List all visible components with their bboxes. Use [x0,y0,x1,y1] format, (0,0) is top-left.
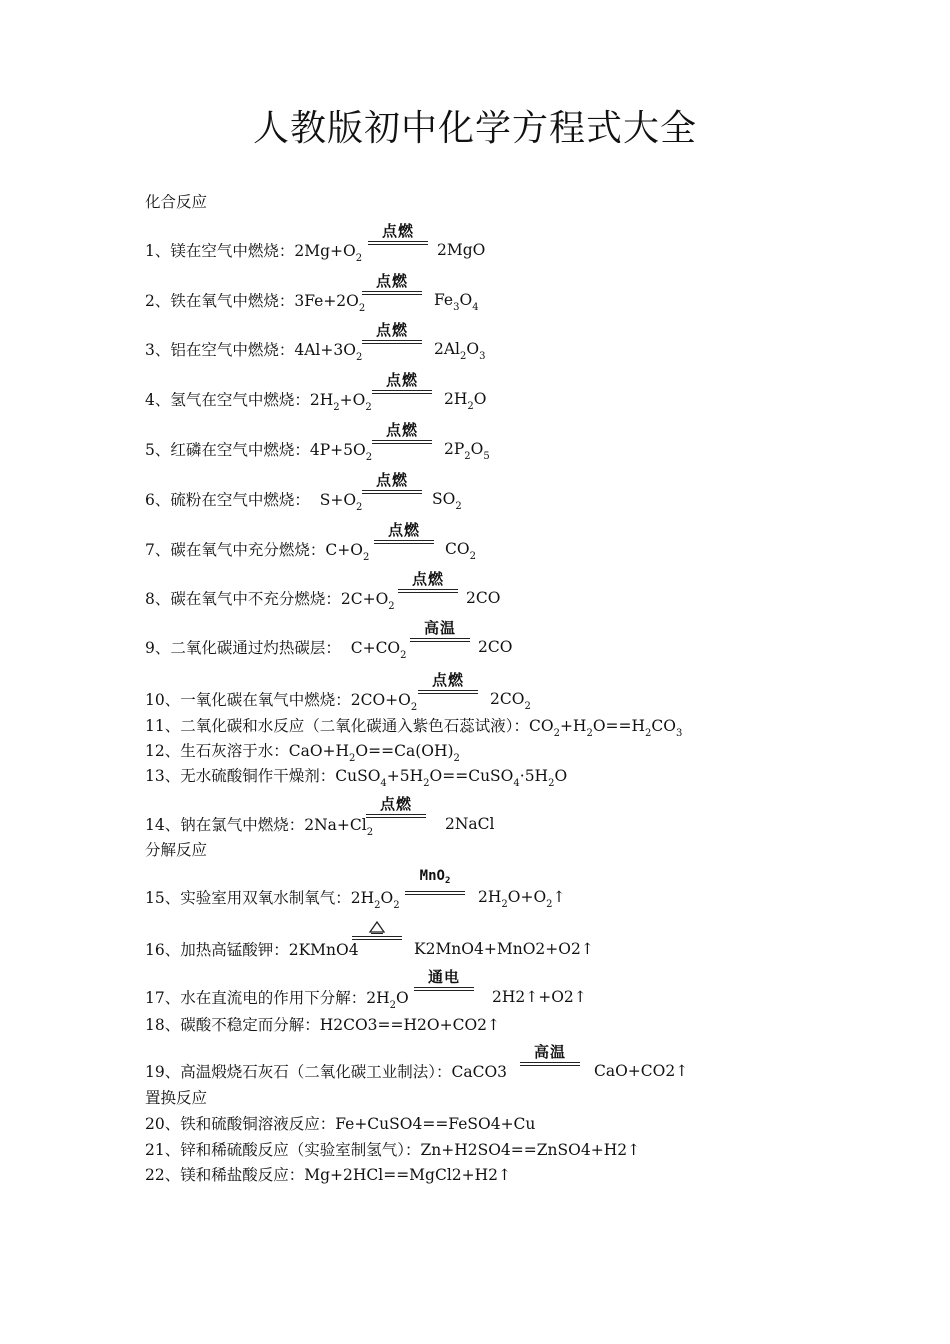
equation-2-product: $Fe_3O_4$ [434,291,479,313]
equation-6-product: $SO_2$ [432,490,462,512]
equation-19-product: CaO+CO2↑ [594,1062,689,1080]
condition-ignite: 点燃 [362,321,422,344]
condition-heat [352,921,402,940]
equation-9: 9、二氧化碳通过灼热碳层： $C+CO_2$ [145,639,407,661]
condition-ignite: 点燃 [366,795,426,818]
equation-16-product: K2MnO4+MnO2+O2↑ [414,940,594,958]
equation-17: 17、水在直流电的作用下分解：$2H_2O$ [145,989,409,1011]
condition-ignite: 点燃 [398,570,458,593]
equation-15: 15、实验室用双氧水制氧气：$2H_2O_2$ [145,889,400,911]
equation-4-product: $2H_2O$ [444,390,487,412]
heat-triangle-icon [352,921,402,935]
equation-7-product: $CO_2$ [445,540,476,562]
equation-12: 12、生石灰溶于水：$CaO+H_2O==Ca(OH)_2$ [145,742,460,764]
condition-high-temp: 高温 [410,619,470,642]
equation-5-product: $2P_2O_5$ [444,440,490,462]
condition-high-temp: 高温 [520,1043,580,1066]
eq-label: 1、镁在空气中燃烧： [145,242,295,260]
equation-18: 18、碳酸不稳定而分解：H2CO3==H2O+CO2↑ [145,1016,501,1034]
equation-7: 7、碳在氧气中充分燃烧：$C+O_2$ [145,541,370,563]
condition-ignite: 点燃 [372,421,432,444]
page-title: 人教版初中化学方程式大全 [252,108,697,149]
equation-11: 11、二氧化碳和水反应（二氧化碳通入紫色石蕊试液）：$CO_2+H_2O==H_2CO_3$ [145,717,683,739]
equation-2: 2、铁在氧气中燃烧：$3Fe+2O_2$ [145,292,366,314]
equation-1-product: 2MgO [437,241,486,259]
equation-8-product: 2CO [466,589,501,607]
equation-15-product: $2H_2O+O_2↑$ [478,888,566,910]
equation-8: 8、碳在氧气中不充分燃烧：$2C+O_2$ [145,590,395,612]
section-heading-displacement: 置换反应 [145,1089,208,1107]
condition-ignite: 点燃 [374,521,434,544]
equation-19: 19、高温煅烧石灰石（二氧化碳工业制法）：CaCO3 [145,1063,508,1081]
equation-3-product: $2Al_2O_3$ [434,340,486,362]
condition-ignite: 点燃 [418,671,478,694]
equation-13: 13、无水硫酸铜作干燥剂：$CuSO_4+5H_2O==CuSO_4\cdot 5H_2O$ [145,767,568,789]
equation-21: 21、锌和稀硫酸反应（实验室制氢气）：Zn+H2SO4==ZnSO4+H2↑ [145,1141,641,1159]
equation-10: 10、一氧化碳在氧气中燃烧：$2CO+O_2$ [145,691,418,713]
equation-4: 4、氢气在空气中燃烧：$2H_2+O_2$ [145,391,372,413]
equation-22: 22、镁和稀盐酸反应：Mg+2HCl==MgCl2+H2↑ [145,1166,512,1184]
condition-ignite: 点燃 [368,222,428,245]
equation-14: 14、钠在氯气中燃烧：$2Na+Cl_2$ [145,816,374,838]
section-heading-combination: 化合反应 [145,193,208,211]
equation-16: 16、加热高锰酸钾：2KMnO4 [145,941,359,959]
equation-5: 5、红磷在空气中燃烧：$4P+5O_2$ [145,441,373,463]
equation-9-product: 2CO [478,638,513,656]
equation-1: 1、镁在空气中燃烧：$2Mg+O_2$ [145,242,363,264]
equation-17-product: 2H2↑+O2↑ [492,988,587,1006]
equation-3: 3、铝在空气中燃烧：$4Al+3O_2$ [145,341,363,363]
condition-ignite: 点燃 [362,471,422,494]
condition-ignite: 点燃 [362,272,422,295]
condition-electrolysis: 通电 [414,968,474,991]
equation-20: 20、铁和硫酸铜溶液反应：Fe+CuSO4==FeSO4+Cu [145,1115,536,1133]
equation-14-product: 2NaCl [445,815,495,833]
condition-mno2: MnO$_2$ [405,867,465,895]
equation-10-product: $2CO_2$ [490,690,531,712]
section-heading-decomposition: 分解反应 [145,841,208,859]
equation-6: 6、硫粉在空气中燃烧： $S+O_2$ [145,491,363,513]
condition-ignite: 点燃 [372,371,432,394]
